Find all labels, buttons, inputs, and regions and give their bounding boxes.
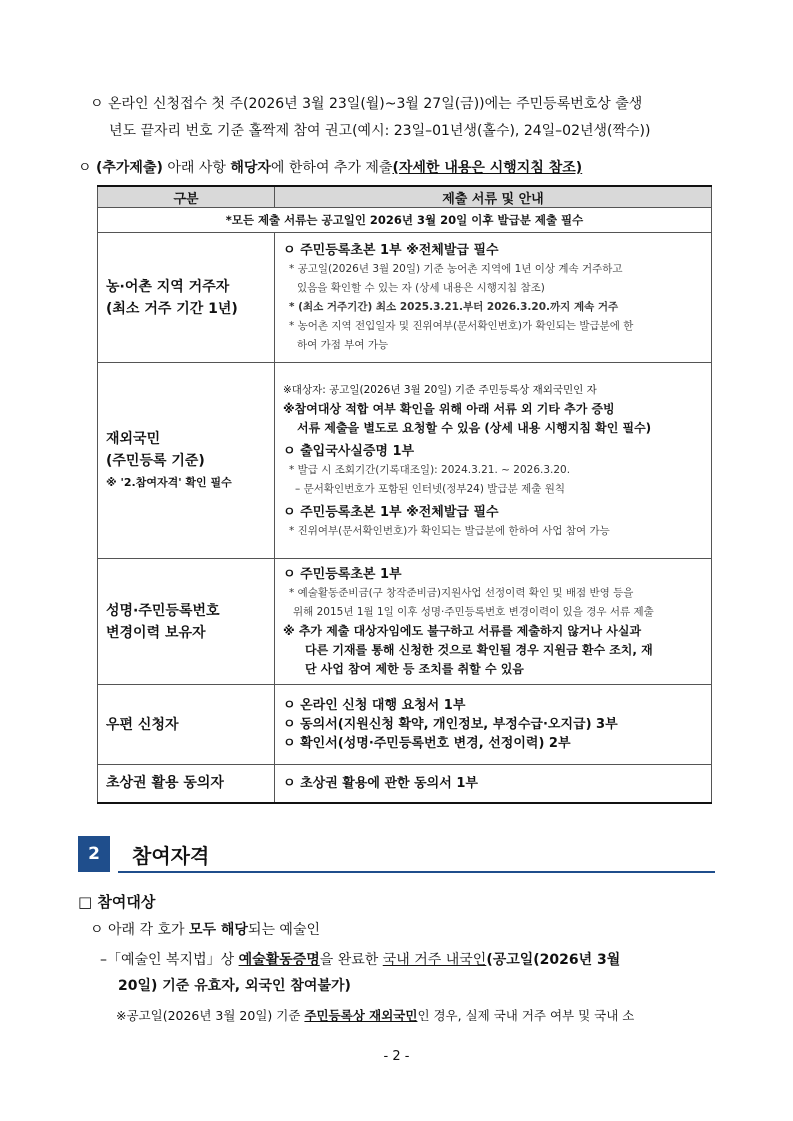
domestic-resident-term: 국내 거주 내국인	[382, 952, 487, 968]
document-note: * 발급 시 조회기간(기록대조일): 2024.3.21. ~ 2026.3.20.	[289, 463, 571, 476]
document-item: ㅇ 주민등록초본 1부	[283, 566, 402, 582]
warning-note: 다른 기재를 통해 신청한 것으로 확인될 경우 지원금 환수 조치, 재	[305, 642, 653, 657]
category-label: 변경이력 보유자	[106, 624, 206, 641]
text-segment: 되는 예술인	[247, 922, 321, 938]
documents-cell	[275, 559, 712, 685]
section-number-badge: 2	[78, 836, 110, 872]
header-documents: 제출 서류 및 안내	[275, 186, 712, 208]
text-segment: ※공고일(2026년 3월 20일) 기준	[116, 1008, 305, 1023]
table-row	[98, 559, 712, 685]
warning-note: ※ 추가 제출 대상자임에도 불구하고 서류를 제출하지 않거나 사실과	[283, 623, 642, 638]
table-notice: *모든 제출 서류는 공고일인 2026년 3월 20일 이후 발급분 제출 필수	[98, 208, 712, 233]
document-note: 하여 가점 부여 가능	[297, 338, 389, 351]
additional-documents-table	[97, 185, 712, 804]
warning-note: 단 사업 참여 제한 등 조치를 취할 수 있음	[305, 661, 524, 676]
document-note: * 공고일(2026년 3월 20일) 기준 농어촌 지역에 1년 이상 계속 거주하고	[289, 262, 623, 275]
document-item: ㅇ 초상권 활용에 관한 동의서 1부	[283, 775, 478, 791]
eligibility-note	[116, 1006, 634, 1026]
documents-cell	[275, 233, 712, 363]
document-note: * 농어촌 지역 전입일자 및 진위여부(문서확인번호)가 확인되는 발급분에 한	[289, 319, 634, 332]
applicant-term: 해당자	[230, 160, 271, 176]
intro-bullet-2	[78, 158, 582, 178]
category-label: 성명·주민등록번호	[106, 602, 220, 619]
documents-cell	[275, 685, 712, 765]
additional-submission-label: (추가제출)	[95, 160, 163, 176]
table-row	[98, 685, 712, 765]
section-divider	[118, 871, 715, 873]
category-note: ※ '2.참여자격' 확인 필수	[106, 475, 232, 489]
text-segment: ㅇ 아래 각 호가	[90, 922, 189, 938]
category-label: 농·어촌 지역 거주자	[106, 278, 230, 295]
overseas-korean-term: 주민등록상 재외국민	[304, 1008, 418, 1023]
table-notice-row	[98, 208, 712, 233]
documents-cell	[275, 765, 712, 803]
category-cell	[98, 765, 275, 803]
document-item: ㅇ 주민등록초본 1부 ※전체발급 필수	[283, 242, 499, 258]
section-title: 참여자격	[132, 844, 210, 868]
document-note: * (최소 거주기간) 최소 2025.3.21.부터 2026.3.20.까지 계속 거주	[289, 300, 619, 313]
document-note: 서류 제출을 별도로 요청할 수 있음 (상세 내용 시행지침 확인 필수)	[297, 420, 652, 435]
text-segment: 에 한하여 추가 제출	[270, 160, 393, 176]
text-segment: –「예술인 복지법」상	[100, 952, 239, 968]
intro-bullet-1-line1: ㅇ 온라인 신청접수 첫 주(2026년 3월 23일(월)~3월 27일(금))에는 주민등록번호상 출생	[90, 96, 643, 112]
art-activity-certificate: 예술활동증명	[238, 952, 320, 968]
document-note: 있음을 확인할 수 있는 자 (상세 내용은 시행지침 참조)	[297, 281, 545, 294]
page-number: - 2 -	[383, 1049, 410, 1064]
document-item: ㅇ 온라인 신청 대행 요청서 1부	[283, 698, 466, 713]
document-item: ㅇ 주민등록초본 1부 ※전체발급 필수	[283, 504, 499, 520]
document-note: ※참여대상 적합 여부 확인을 위해 아래 서류 외 기타 추가 증빙	[283, 401, 615, 416]
text-segment: 아래 사항	[162, 160, 231, 176]
category-cell	[98, 363, 275, 559]
category-label: 우편 신청자	[106, 716, 179, 733]
document-note: ※대상자: 공고일(2026년 3월 20일) 기준 주민등록상 재외국민인 자	[283, 383, 597, 396]
intro-bullet-1-line2: 년도 끝자리 번호 기준 홀짝제 참여 권고(예시: 23일–01년생(홀수), 24일–02년생(짝수))	[109, 123, 651, 139]
category-label: (최소 거주 기간 1년)	[106, 300, 238, 317]
table-header-row	[98, 186, 712, 208]
document-item: ㅇ 동의서(지원신청 확약, 개인정보, 부정수급·오지급) 3부	[283, 717, 618, 732]
document-item: ㅇ 확인서(성명·주민등록번호 변경, 선정이력) 2부	[283, 736, 571, 751]
category-label: 초상권 활용 동의자	[106, 775, 224, 792]
category-cell	[98, 559, 275, 685]
all-applicable-term: 모두 해당	[188, 922, 248, 938]
document-item: ㅇ 출입국사실증명 1부	[283, 443, 415, 459]
document-note: 위해 2015년 1월 1일 이후 성명·주민등록번호 변경이력이 있을 경우 서류 제출	[293, 605, 654, 618]
document-note: * 예술활동준비금(구 창작준비금)지원사업 선정이력 확인 및 배점 반영 등을	[289, 586, 634, 599]
document-note: * 진위여부(문서확인번호)가 확인되는 발급분에 한하여 사업 참여 가능	[289, 524, 610, 537]
text-segment: 을 완료한	[319, 952, 383, 968]
table-row	[98, 233, 712, 363]
header-category: 구분	[98, 186, 275, 208]
eligibility-heading: □ 참여대상	[78, 893, 156, 911]
bullet-mark: ㅇ	[78, 160, 96, 176]
eligibility-item-2-cont: 20일) 기준 유효자, 외국인 참여불가)	[118, 978, 351, 994]
documents-cell	[275, 363, 712, 559]
guideline-reference: (자세한 내용은 시행지침 참조)	[392, 160, 583, 176]
category-label: (주민등록 기준)	[106, 452, 205, 469]
table-row	[98, 765, 712, 803]
category-cell	[98, 233, 275, 363]
document-note: – 문서확인번호가 포함된 인터넷(정부24) 발급분 제출 원칙	[295, 482, 565, 495]
category-label: 재외국민	[106, 430, 161, 447]
eligibility-item-2	[100, 950, 620, 970]
category-cell	[98, 685, 275, 765]
eligibility-item-1	[90, 920, 320, 940]
text-segment: (공고일(2026년 3월	[486, 952, 621, 968]
text-segment: 인 경우, 실제 국내 거주 여부 및 국내 소	[417, 1008, 635, 1023]
table-row	[98, 363, 712, 559]
